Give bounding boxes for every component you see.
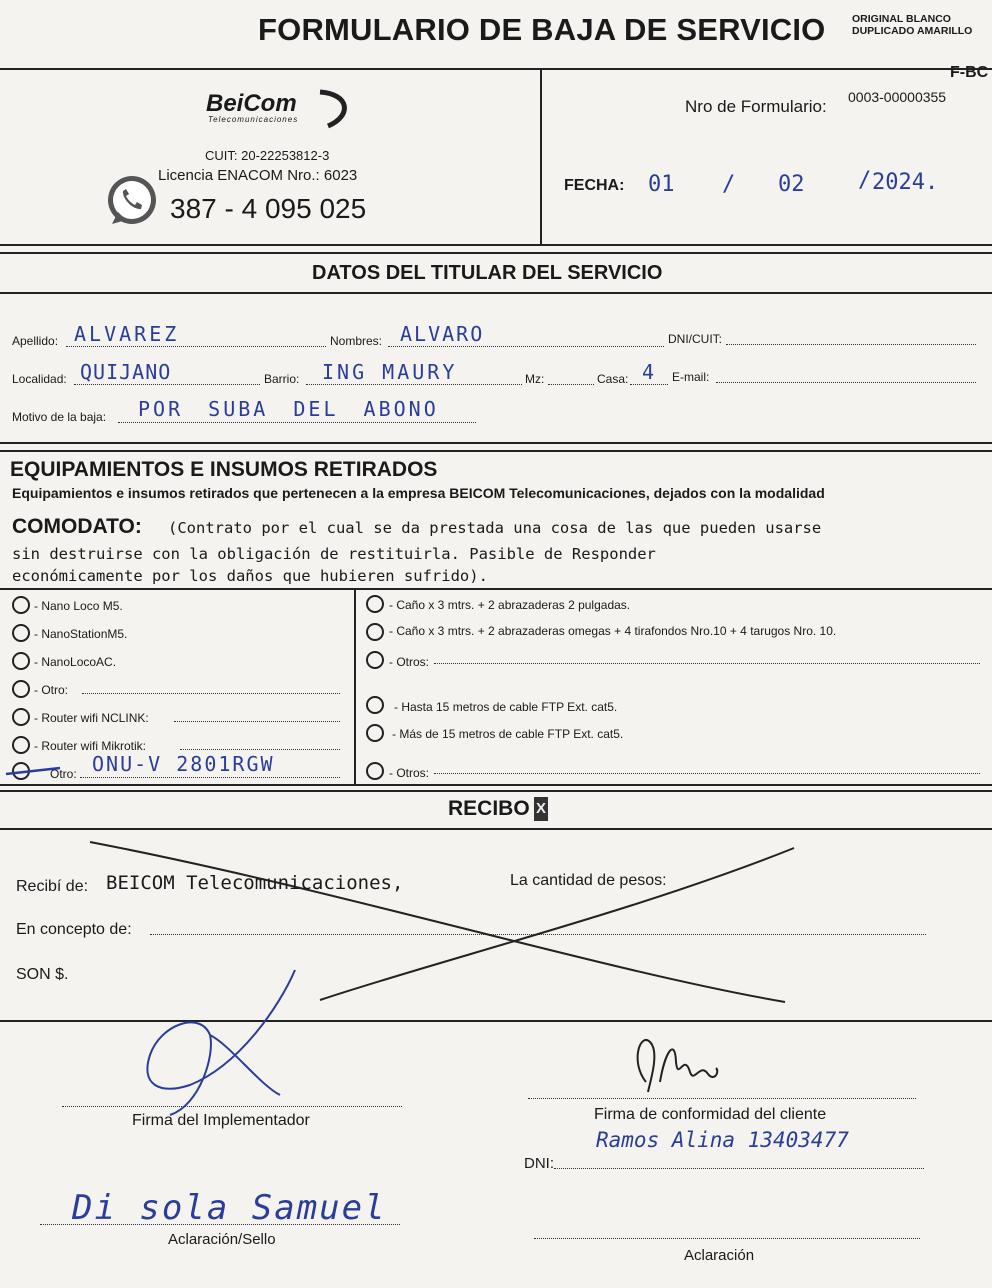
checkbox-cano-omegas[interactable] (366, 623, 384, 641)
localidad-label: Localidad: (12, 372, 67, 386)
casa-value: 4 (642, 360, 655, 384)
motivo-value: POR SUBA DEL ABONO (138, 397, 439, 421)
recibi-label: Recibí de: (16, 878, 89, 895)
receipt-mark: X (534, 797, 548, 821)
apellido-value: ALVAREZ (74, 322, 180, 346)
dni-signature-field[interactable] (554, 1154, 924, 1169)
comodato-label: COMODATO: (12, 515, 142, 538)
form-title: FORMULARIO DE BAJA DE SERVICIO (258, 12, 826, 47)
item-nano-loco-m5: - Nano Loco M5. (34, 599, 123, 613)
logo-name: BeiCom (206, 90, 297, 117)
form-code: F-BC (950, 64, 989, 81)
item-otros-2: - Otros: (389, 766, 430, 780)
otros-1-field[interactable] (434, 652, 980, 664)
item-otro: - Otro: (34, 683, 69, 697)
mz-field[interactable] (548, 370, 594, 385)
nombres-value: ALVARO (400, 322, 485, 346)
checkbox-cano-2-pulgadas[interactable] (366, 595, 384, 613)
barrio-value: ING MAURY (322, 360, 458, 384)
equipment-section-title: EQUIPAMIENTOS E INSUMOS RETIRADOS (10, 458, 438, 481)
comodato-line-2: sin destruirse con la obligación de restituirla. Pasible de Responder (12, 545, 656, 563)
motivo-label: Motivo de la baja: (12, 410, 107, 424)
form-number-value: 0003-00000355 (848, 89, 947, 105)
date-month[interactable]: 02 (778, 172, 805, 197)
clarification-value: Di sola Samuel (72, 1188, 387, 1228)
item-cano-2-pulgadas: - Caño x 3 mtrs. + 2 abrazaderas 2 pulgadas. (389, 598, 631, 612)
casa-label: Casa: (597, 372, 629, 386)
item-cable-hasta-15: - Hasta 15 metros de cable FTP Ext. cat5. (394, 700, 618, 714)
dni-signature-value: Ramos Alina 13403477 (596, 1128, 849, 1152)
dni-label: DNI/CUIT: (668, 332, 722, 346)
otro-field[interactable] (82, 682, 340, 694)
date-year[interactable]: 2024. (872, 170, 939, 195)
client-signature-label: Firma de conformidad del cliente (594, 1106, 827, 1123)
receipt-title: RECIBO (448, 797, 530, 820)
item-otro-onu: Otro: (50, 767, 77, 781)
date-day[interactable]: 01 (648, 172, 675, 197)
checkbox-otros-1[interactable] (366, 651, 384, 669)
item-nanostation-m5: - NanoStationM5. (34, 627, 128, 641)
copy-duplicate: DUPLICADO AMARILLO (852, 25, 973, 37)
checkbox-nanoloco-ac[interactable] (12, 652, 30, 670)
client-signature-icon (620, 1022, 730, 1102)
copy-info (852, 13, 972, 37)
checkbox-cable-hasta-15[interactable] (366, 696, 384, 714)
checkbox-cable-mas-15[interactable] (366, 724, 384, 742)
mz-label: Mz: (525, 372, 545, 386)
localidad-value: QUIJANO (80, 360, 172, 384)
company-license: Licencia ENACOM Nro.: 6023 (158, 167, 358, 184)
implementer-signature-label: Firma del Implementador (132, 1112, 310, 1129)
form-number-label: Nro de Formulario: (685, 97, 827, 116)
item-router-nclink: - Router wifi NCLINK: (34, 711, 149, 725)
equipment-intro: Equipamientos e insumos retirados que pertenecen a la empresa BEICOM Telecomunicaciones, dejados con la modalidad (12, 485, 825, 501)
client-clarification-label: Aclaración (684, 1247, 755, 1264)
comodato-line-1: (Contrato por el cual se da prestada una cosa de las que pueden usarse (168, 519, 822, 537)
router-nclink-field[interactable] (174, 710, 340, 722)
header-divider (540, 70, 542, 244)
checkbox-router-mikrotik[interactable] (12, 736, 30, 754)
date-label: FECHA: (564, 177, 625, 194)
item-cable-mas-15: - Más de 15 metros de cable FTP Ext. cat5. (392, 727, 624, 741)
checkbox-router-nclink[interactable] (12, 708, 30, 726)
email-label: E-mail: (672, 370, 710, 384)
checkbox-otro[interactable] (12, 680, 30, 698)
item-cano-omegas: - Caño x 3 mtrs. + 2 abrazaderas omegas + 4 tirafondos Nro.10 + 4 tarugos Nro. 10. (389, 624, 837, 638)
dni-signature-label: DNI: (524, 1155, 554, 1172)
item-nanoloco-ac: - NanoLocoAC. (34, 655, 117, 669)
apellido-label: Apellido: (12, 334, 59, 348)
holder-title-line (0, 292, 992, 294)
checkbox-nano-loco-m5[interactable] (12, 596, 30, 614)
cantidad-label: La cantidad de pesos: (510, 872, 667, 889)
dni-field[interactable] (726, 330, 976, 345)
item-otros-1: - Otros: (389, 655, 430, 669)
client-clarification-line[interactable] (534, 1232, 920, 1239)
otros-2-field[interactable] (434, 762, 980, 774)
company-logo (206, 90, 298, 124)
email-field[interactable] (716, 368, 976, 383)
company-cuit: CUIT: 20-22253812-3 (205, 148, 330, 163)
router-mikrotik-field[interactable] (180, 738, 340, 750)
nombres-label: Nombres: (330, 334, 383, 348)
implementer-signature-icon (100, 965, 320, 1125)
whatsapp-icon (104, 172, 160, 237)
equipment-table-divider (354, 588, 356, 784)
otro-onu-value: ONU-V 2801RGW (92, 752, 275, 776)
item-router-mikrotik: - Router wifi Mikrotik: (34, 739, 147, 753)
recibi-value: BEICOM Telecomunicaciones, (106, 872, 404, 894)
equipment-table-top (0, 588, 992, 590)
copy-original: ORIGINAL BLANCO (852, 13, 951, 25)
date-separator: / (858, 168, 872, 193)
logo-sub: Telecomunicaciones (208, 115, 299, 124)
clarification-label: Aclaración/Sello (168, 1231, 276, 1248)
son-label: SON $. (16, 966, 69, 983)
comodato-line-3: económicamente por los daños que hubieren sufrido). (12, 567, 488, 585)
date-separator: / (722, 172, 736, 197)
company-phone: 387 - 4 095 025 (170, 193, 367, 224)
checkbox-nanostation-m5[interactable] (12, 624, 30, 642)
concepto-label: En concepto de: (16, 921, 132, 938)
barrio-label: Barrio: (264, 372, 300, 386)
checkbox-otros-2[interactable] (366, 762, 384, 780)
holder-section-title: DATOS DEL TITULAR DEL SERVICIO (312, 262, 663, 284)
